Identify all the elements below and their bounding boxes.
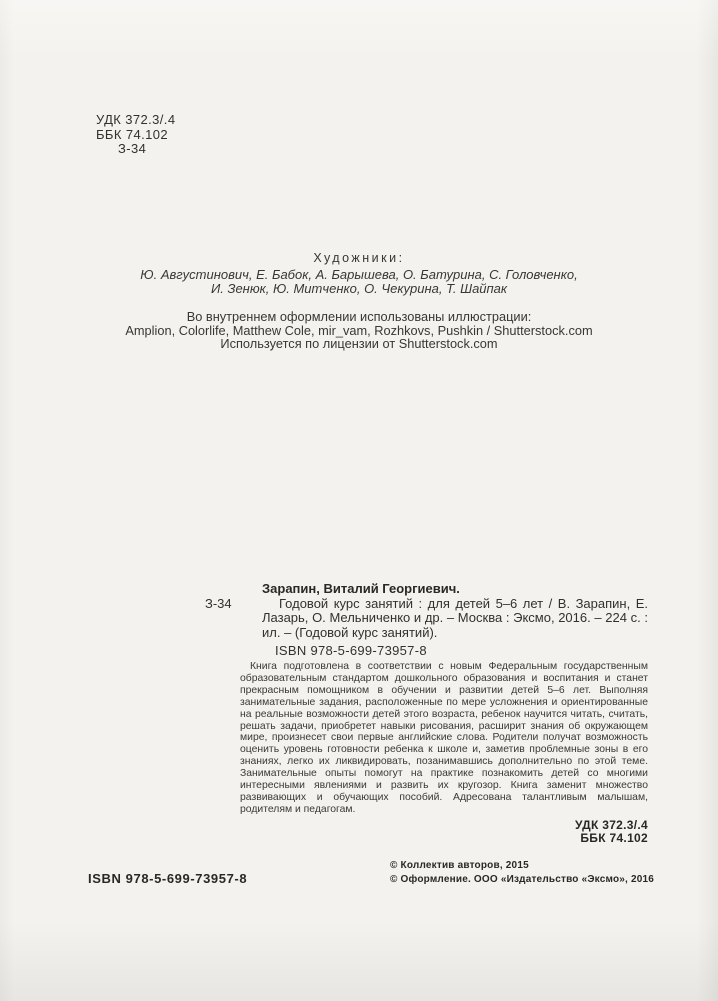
catalog-card-entry [205,581,648,659]
artists-heading: Художники: [313,251,405,265]
author-sign-top: З-34 [118,141,147,156]
classification-codes-top [96,113,175,157]
artists-names-line2: И. Зенюк, Ю. Митченко, О. Чекурина, Т. Шайпак [210,281,508,296]
udk-code-top: УДК 372.3/.4 [96,112,176,127]
copyright-block [390,859,654,886]
illustration-credits-heading: Во внутреннем оформлении использованы иллюстрации: [186,309,532,324]
artists-block [0,251,718,297]
annotation-text: Книга подготовлена в соответствии с новым Федеральным государственным образовательным стандартом дошкольного образования и воспитания и станет прекрасным помощником в обучении и развитии детей 5–6 лет. Выполняя занимательные задания, расположенные по мере усложнения и ориентированные на реальные возможности детей этого возраста, ребенок научится читать, считать, решать задачи, приобретет навыки рисования, расширит знания об окружающем мире, произнесет свои первые английские слова. Родители получат возможность оценить уровень готовности ребенка к школе и, заметив проблемные зоны в его знаниях, легко их ликвидировать, позанимавшись дополнительно по этой теме. Занимательные опыты помогут на практике познакомить детей со многими интересными явлениями и развить их кругозор. Книга заменит множество развивающих и обучающих пособий. Адресована талантливым малышам, родителям и педагогам. [240,661,648,815]
udk-code-bottom: УДК 372.3/.4 [574,817,648,832]
bbk-code-top: ББК 74.102 [96,126,169,142]
catalog-description: Годовой курс занятий : для детей 5–6 лет / В. Зарапин, Е. Лазарь, О. Мельниченко и др. – Москва : Эксмо, 2016. – 224 с. : ил. – (Годовой курс занятий). [262,595,648,640]
artists-names-line1: Ю. Августинович, Е. Бабок, А. Барышева, О. Батурина, С. Головченко, [140,266,578,282]
illustration-credits-license: Используется по лицензии от Shutterstock.com [220,336,498,352]
catalog-isbn: ISBN 978-5-699-73957-8 [275,643,427,659]
author-sign-catalog: З-34 [205,596,232,611]
copyright-design: © Оформление. ООО «Издательство «Эксмо», 2016 [390,873,655,885]
catalog-author-name: Зарапин, Виталий Георгиевич. [262,581,460,596]
illustration-credits-block [0,310,718,351]
footer-isbn: ISBN 978-5-699-73957-8 [88,871,248,886]
classification-codes-bottom [240,819,648,846]
annotation-block [240,661,648,846]
copyright-authors: © Коллектив авторов, 2015 [390,860,529,871]
illustration-credits-sources: Amplion, Colorlife, Matthew Cole, mir_vam, Rozhkovs, Pushkin / Shutterstock.com [125,322,593,338]
bbk-code-bottom: ББК 74.102 [580,831,648,846]
